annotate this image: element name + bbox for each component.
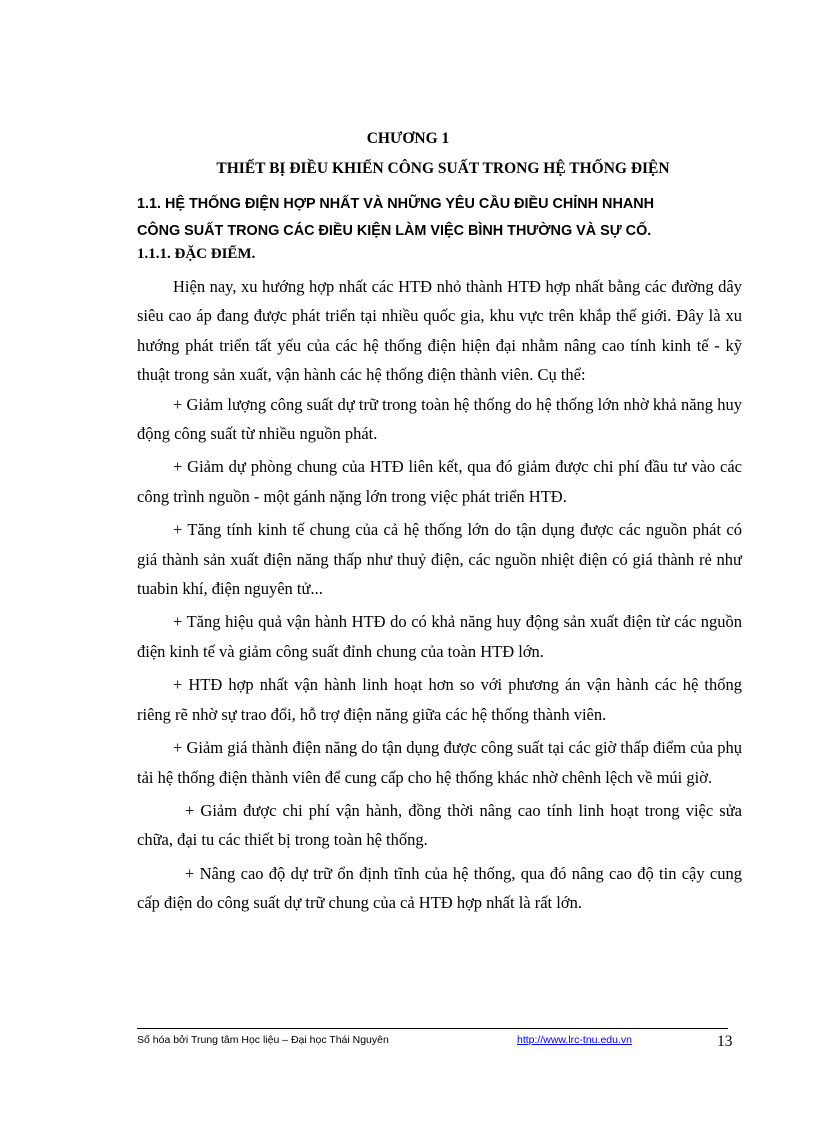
footer-source-text: Số hóa bởi Trung tâm Học liệu – Đại học Thái Nguyên [137, 1034, 389, 1046]
list-item: + Giảm dự phòng chung của HTĐ liên kết, qua đó giảm được chi phí đầu tư vào các công trình nguồn - một gánh nặng lớn trong việc phát triển HTĐ. [137, 457, 742, 506]
footer-divider [137, 1028, 728, 1029]
subsection-heading: 1.1.1. ĐẶC ĐIỂM. [137, 246, 256, 262]
list-item: + Nâng cao độ dự trữ ổn định tĩnh của hệ thống, qua đó nâng cao độ tin cậy cung cấp điện do công suất dự trữ chung của cả HTĐ hợp nhất là rất lớn. [137, 863, 742, 913]
chapter-number: CHƯƠNG 1 [366, 130, 450, 147]
section-heading-line-2: CÔNG SUẤT TRONG CÁC ĐIỀU KIỆN LÀM VIỆC BÌNH THƯỜNG VÀ SỰ CỐ. [137, 223, 652, 239]
chapter-title: THIẾT BỊ ĐIỀU KHIỂN CÔNG SUẤT TRONG HỆ THỐNG ĐIỆN [216, 160, 670, 177]
section-heading [137, 191, 749, 245]
footer-link[interactable]: http://www.lrc-tnu.edu.vn [517, 1034, 632, 1046]
list-item: + Giảm lượng công suất dự trữ trong toàn hệ thống do hệ thống lớn nhờ khả năng huy động công suất từ nhiều nguồn phát. [137, 394, 742, 444]
paragraph-intro: Hiện nay, xu hướng hợp nhất các HTĐ nhỏ thành HTĐ hợp nhất bằng các đường dây siêu cao áp đang được phát triển tại nhiều quốc gia, khu vực trên khắp thế giới. Đây là xu hướng phát triển tất yếu của các hệ thống điện hiện đại nhằm nâng cao tính kinh tế - kỹ thuật trong sản xuất, vận hành các hệ thống điện thành viên. Cụ thể: [137, 277, 742, 385]
list-item: + Tăng hiệu quả vận hành HTĐ do có khả năng huy động sản xuất điện từ các nguồn điện kinh tế và giảm công suất đỉnh chung của toàn HTĐ lớn. [137, 612, 742, 661]
list-item: + Giảm giá thành điện năng do tận dụng được công suất tại các giờ thấp điểm của phụ tải hệ thống điện thành viên để cung cấp cho hệ thống khác nhờ chênh lệch về múi giờ. [137, 738, 742, 787]
list-item: + HTĐ hợp nhất vận hành linh hoạt hơn so với phương án vận hành các hệ thống riêng rẽ nhờ sự trao đổi, hỗ trợ điện năng giữa các hệ thống thành viên. [137, 675, 742, 724]
page-number: 13 [717, 1033, 733, 1050]
section-heading-line-1: 1.1. HỆ THỐNG ĐIỆN HỢP NHẤT VÀ NHỮNG YÊU CẦU ĐIỀU CHỈNH NHANH [137, 196, 655, 212]
list-item: + Giảm được chi phí vận hành, đồng thời nâng cao tính linh hoạt trong việc sửa chữa, đại tu các thiết bị trong toàn hệ thống. [137, 800, 742, 850]
body-text [137, 272, 742, 918]
list-item: + Tăng tính kinh tế chung của cả hệ thống lớn do tận dụng được các nguồn phát có giá thành sản xuất điện năng thấp như thuỷ điện, các nguồn nhiệt điện có giá thành rẻ như tuabin khí, điện nguyên tử... [137, 520, 742, 599]
